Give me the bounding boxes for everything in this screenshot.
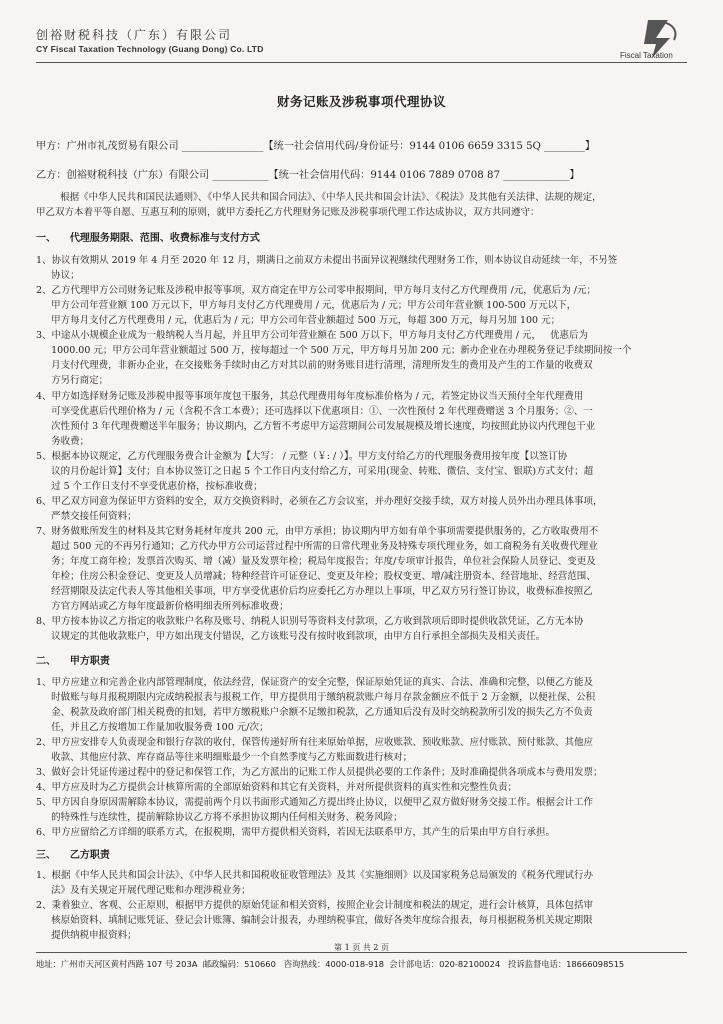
clause-line: 甲方每月支付乙方代理费用 / 元，优惠后为 / 元；甲方公司年营业额超过 500 万元，每超 300 万元，每月另加 100 元；	[36, 315, 561, 326]
party-b-line: 乙方：创裕财税科技（广东）有限公司 ___________【统一社会信用代码：9144 0106 7889 0708 87 _____________】	[36, 170, 580, 181]
company-name-en: CY Fiscal Taxation Technology (Guang Dong) Co. LTD	[36, 44, 264, 54]
intro-line: 甲乙双方本着平等自愿、互惠互利的原则，就甲方委托乙方代理财务记账及涉税事项代理工作达成协议，双方共同遵守：	[36, 207, 540, 218]
clause-line: 3、中途从小规模企业成为一般纳税人当月起，并且甲方公司年营业额在 500 万以下，甲方每月支付乙方代理费用 / 元， 优惠后为	[36, 330, 589, 341]
clause-line: 4、甲方如选择财务记账及涉税申报等事项年度包干服务，其总代理费用每年度标准价格为 / 元，若签定协议当天预付全年代理费用	[36, 391, 584, 402]
section-1-heading: 一、 代理服务期限、范围、收费标准与支付方式	[36, 233, 260, 244]
company-name-cn: 创裕财税科技（广东）有限公司	[36, 28, 233, 42]
clause-line: 金、税款及政府部门相关税费的扣划，若甲方缴税账户余额不足缴扣税款，乙方通知后没有及时交纳税款所引发的损失乙方不负责	[36, 707, 593, 718]
clause-line: 议的月份起计算】支付；自本协议签订之日起 5 个工作日内支付给乙方，可采用(现金、转账、微信、支付宝、银联)方式支付；超	[36, 466, 594, 477]
clause-line: 协议；	[36, 270, 80, 281]
footer-divider	[36, 952, 687, 953]
clause-line: 议规定的其他收款账户，甲方如出现支付错误，乙方该账号没有按时收到款项，由甲方自行承担全部损失及相关责任。	[36, 631, 546, 642]
section-3-heading: 三、 乙方职责	[36, 850, 110, 861]
clause-line: 法》及有关规定开展代理记账和办理涉税业务；	[36, 885, 251, 896]
clause-line: 可享受优惠后代理价格为 / 元（含税不含工本费）；还可选择以下优惠项目：①、一次性预付 2 年代理费赠送 3 个月服务；②、一	[36, 406, 593, 417]
document-title: 财务记账及涉税事项代理协议	[276, 94, 446, 109]
footer-contact: 地址：广州市天河区黄村西路 107 号 203A 邮政编码：510660 咨询热线：4000-018-918 会计部电话：020-82100024 投诉监督电话：18666098515	[36, 959, 625, 969]
clause-line: 务收费；	[36, 436, 90, 447]
clause-line: 收款、其他应付款、库存商品等往来明细账最少一个自然季度与乙方账面数进行核对；	[36, 752, 413, 763]
clause-line: 方另行商定；	[36, 375, 109, 386]
intro-line: 根据《中华人民共和国民法通则》、《中华人民共和国合同法》、《中华人民共和国会计法》、《税法》及其他有关法律、法规的规定，	[36, 192, 602, 203]
clause-line: 6、甲乙双方同意为保证甲方资料的安全，双方交换资料时，必须在乙方会议室，并办理好交接手续，双方对接人员外出办理具体事项，	[36, 496, 603, 507]
clause-line: 3、做好会计凭证传递过程中的登记和保管工作，为乙方派出的记账工作人员提供必要的工作条件；及时准确提供各项成本与费用发票；	[36, 767, 603, 778]
clause-line: 月支付代理费，非新办企业，在交接账务手续时由乙方对其以前的财务账目进行清理，清理所发生的费用及产生的工作量的收费双	[36, 360, 593, 371]
clause-line: 7、财务做账所发生的材料及其它财务耗材年度共 200 元，由甲方承担；协议期内甲方如有单个事项需要提供服务的，乙方收取费用不	[36, 526, 599, 537]
clause-line: 甲方公司年营业额 100 万元以下，甲方每月支付乙方代理费用 / 元，优惠后为 / 元；甲方公司年营业额 100-500 万元以下，	[36, 300, 577, 311]
header-divider	[36, 62, 687, 63]
clause-line: 1、协议有效期从 2019 年 4 月至 2020 年 12 月，期满日之前双方未提出书面异议视继续代理财务工作，则本协议自动延续一年，不另签	[36, 255, 618, 266]
clause-line: 核原始资料、填制记账凭证、登记会计账簿、编制会计报表，办理纳税事宜，做好各类年度综合报表，每月根据税务机关规定期限	[36, 915, 593, 926]
clause-line: 方官方网站或乙方每年度最新价格明细表所列标准收费；	[36, 601, 289, 612]
clause-line: 年检；住房公积金登记、变更及人员增减；特种经营许可证登记、变更及年检；股权变更、增/减注册资本、经营地址、经营范围、	[36, 571, 596, 582]
logo-text: Fiscal Taxation	[620, 51, 673, 60]
clause-line: 经营期限及法定代表人等其他相关事项，甲方享受优惠价后均应委托乙方办理以上事项，甲乙双方另行签订协议，收费标准按照乙	[36, 586, 593, 597]
clause-line: 4、甲方应及时为乙方提供会计核算所需的全部原始资料和其它有关资料，并对所提供资料的真实性和完整性负责；	[36, 782, 518, 793]
clause-line: 过 5 个工作日支付不享受优惠价格，按标准收费；	[36, 481, 263, 492]
clause-line: 6、甲方应留给乙方详细的联系方式，在报税期，需甲方提供相关资料，若因无法联系甲方，其产生的后果由甲方自行承担。	[36, 827, 556, 838]
clause-line: 严禁交接任何资料；	[36, 511, 137, 522]
clause-line: 2、甲方应安排专人负责现金和银行存款的收付，保管传递好所有往来原始单据，应收账款、预收账款、应付账款、预付账款、其他应	[36, 737, 594, 748]
clause-line: 5、根据本协议规定，乙方代理服务费合计金额为【大写： / 元整（￥: / ）】。甲方支付给乙方的代理服务费用按年度【以签订协	[36, 451, 568, 462]
clause-line: 2、乙方代理甲方公司财务记账及涉税申报等事项，双方商定在甲方公司零申报期间，甲方每月支付乙方代理费用 /元，优惠后为 /元；	[36, 285, 596, 296]
clause-line: 1、甲方应建立和完善企业内部管理制度，依法经营，保证资产的安全完整，保证原始凭证的真实、合法、准确和完整，以便乙方能及	[36, 677, 594, 688]
clause-line: 任，并且乙方按增加工作量加收服务费 100 元/次；	[36, 722, 269, 733]
clause-line: 超过 500 元的不再另行通知；乙方代办甲方公司运营过程中所需的日常代理业务及特殊专项代理业务，如工商税务有关收费代理业	[36, 541, 598, 552]
clause-line: 5、甲方因自身原因需解除本协议，需提前两个月以书面形式通知乙方提出终止协议，以便甲乙双方做好财务交接工作。根据会计工作	[36, 797, 594, 808]
clause-line: 时做账与每月报税期限内完成纳税报表与报税工作，甲方提供用于缴纳税款账户每月存款金额应不低于 2 万金额，以便社保、公积	[36, 692, 596, 703]
clause-line: 2、秉着独立、客观、公正原则，根据甲方提供的原始凭证和相关资料，按照企业会计制度和税法的规定，进行会计核算，具体包括审	[36, 900, 594, 911]
clause-line: 次性预付 3 年代理费赠送半年服务；协议期内，乙方暂不考虑甲方运营期间公司发展规模及增长速度，均按照此协议内代理包干业	[36, 421, 596, 432]
clause-line: 8、甲方按本协议乙方指定的收款账户名称及账号、纳税人识别号等资料支付款项，乙方收到款项后即时提供收款凭证，乙方无本协	[36, 616, 584, 627]
page-number: 第 1 页 共 2 页	[334, 943, 389, 952]
party-a-line: 甲方：广州市礼茂贸易有限公司 ________________【统一社会信用代码/身份证号：9144 0106 6659 3315 5Q ________】	[36, 141, 596, 152]
clause-line: 务；年度工商年检；发票首次购买、增（减）量及发票年检；税局年度报告；年度/专项审计报告，单位社会保险人员登记、变更及	[36, 556, 596, 567]
clause-line: 1、根据《中华人民共和国会计法》、《中华人民共和国税收征收管理法》及其《实施细则》以及国家税务总局颁发的《税务代理试行办	[36, 870, 594, 881]
clause-line: 的特殊性与连续性，提前解除协议乙方将不承担协议期内任何相关财务、税务风险；	[36, 812, 403, 823]
clause-line: 提供纳税申报资料；	[36, 930, 137, 941]
section-2-heading: 二、 甲方职责	[36, 656, 110, 667]
clause-line: 1000.00 元；甲方公司年营业额超过 500 万，按每超过一个 500 万元，甲方每月另加 200 元；新办企业在办理税务登记手续期间按一个	[36, 345, 632, 356]
